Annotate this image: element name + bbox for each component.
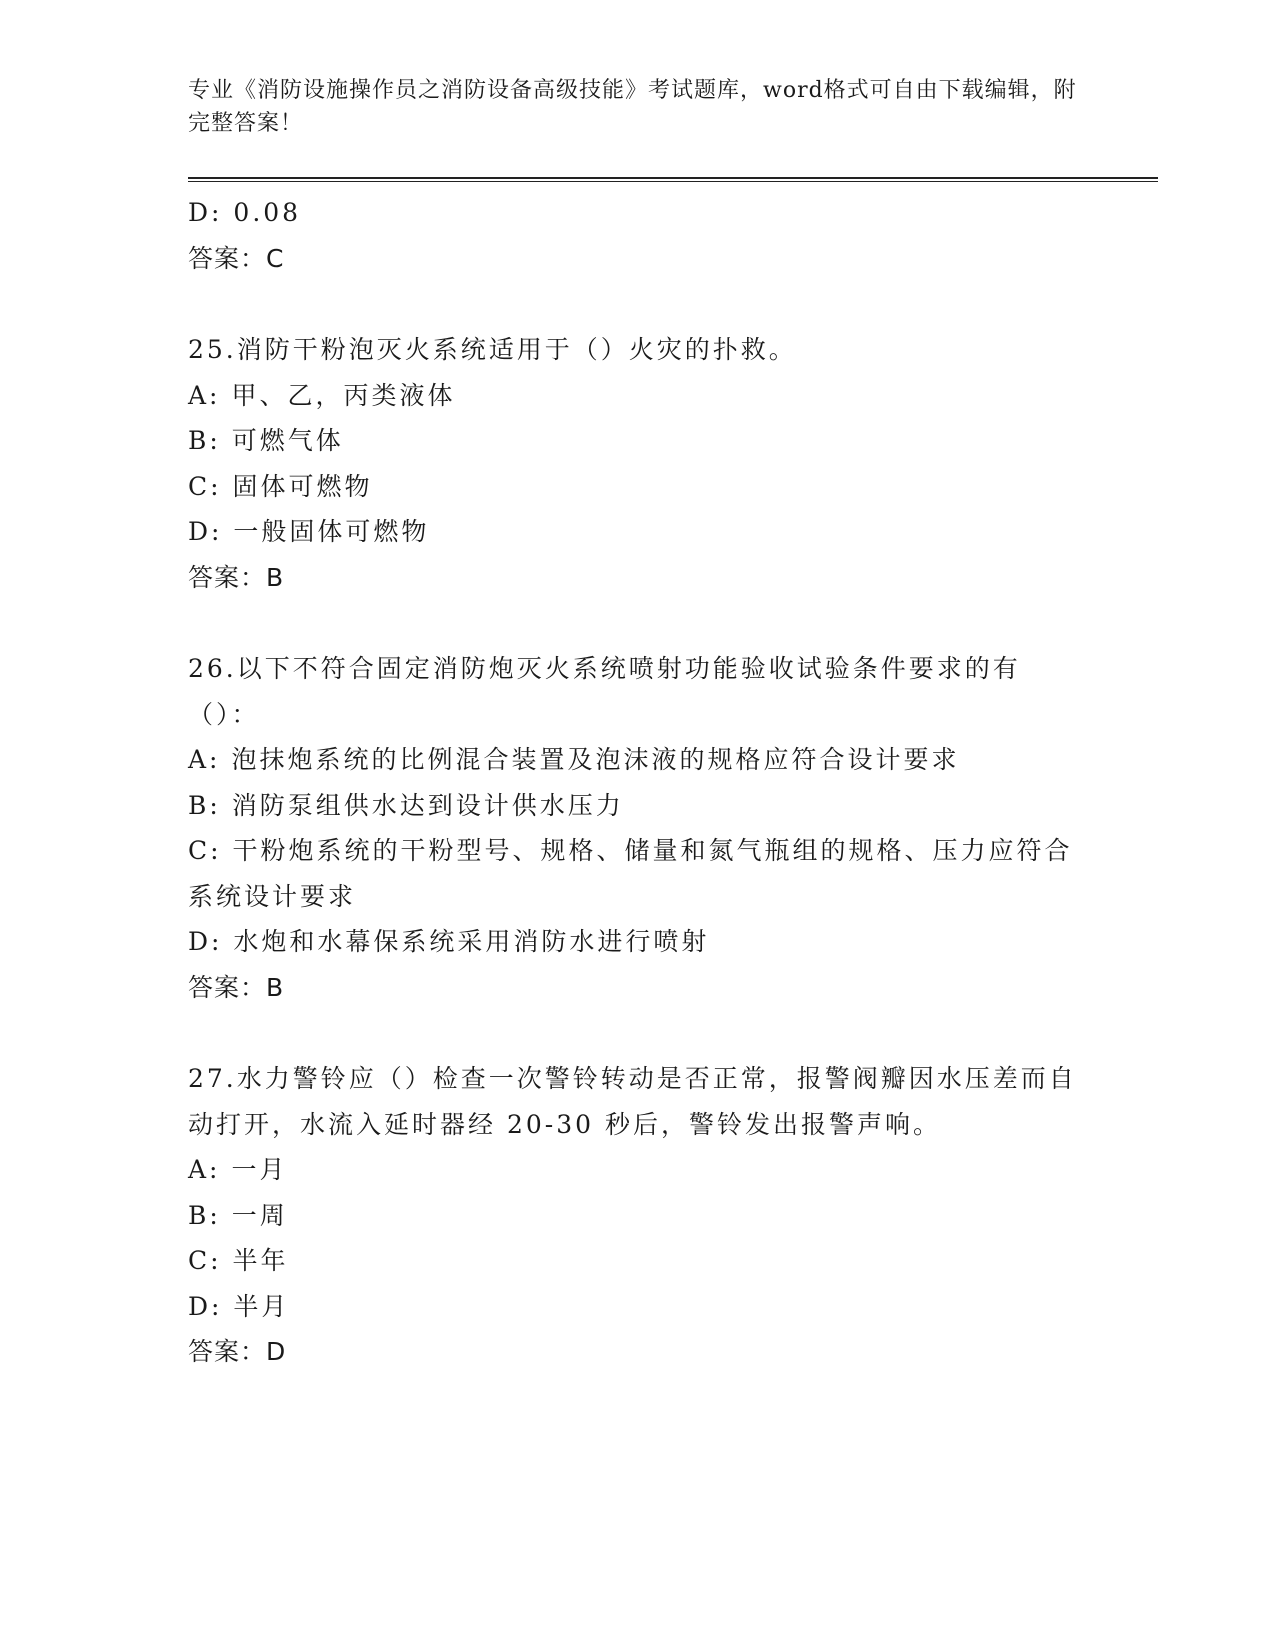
option-a: [188, 1147, 1088, 1193]
option-b: [188, 418, 1088, 464]
option-key: B:: [188, 1200, 232, 1230]
option-key: C:: [188, 1246, 233, 1275]
option-text: 泡抹炮系统的比例混合装置及泡沫液的规格应符合设计要求: [231, 745, 960, 774]
option-text: 干粉炮系统的干粉型号、规格、储量和氮气瓶组的规格、压力应符合系统设计要求: [188, 836, 1073, 911]
option-d: [188, 509, 1088, 555]
option-key: A:: [188, 1155, 232, 1184]
option-key: B:: [188, 426, 232, 455]
option-text: 一月: [231, 1155, 288, 1184]
answer-line: 答案：B: [188, 562, 285, 592]
option-c: [188, 1238, 1088, 1284]
option-key: A:: [188, 745, 232, 774]
document-body: [188, 190, 1088, 1375]
option-text: 一周: [231, 1200, 288, 1230]
option-d: [188, 919, 1088, 965]
option-text: 甲、乙，丙类液体: [231, 380, 456, 410]
option-text: 消防泵组供水达到设计供水压力: [231, 790, 624, 820]
answer-line: 答案：C: [188, 243, 285, 273]
question-text: 26.以下不符合固定消防炮灭火系统喷射功能验收试验条件要求的有（）：: [188, 654, 1021, 729]
option-a: [188, 737, 1088, 783]
question-27: [188, 1056, 1088, 1375]
document-header: [188, 74, 1088, 140]
question-25: [188, 327, 1088, 600]
option-key: A:: [188, 380, 232, 410]
option-b: [188, 783, 1088, 829]
option-d: [188, 1284, 1088, 1330]
header-divider: [188, 177, 1158, 182]
answer-line: 答案：D: [188, 1337, 287, 1366]
header-text: 专业《消防设施操作员之消防设备高级技能》考试题库，word格式可自由下载编辑，附完整答案！: [188, 78, 1077, 136]
option-a: [188, 373, 1088, 419]
question-26: [188, 646, 1088, 1010]
option-key: C:: [188, 836, 233, 865]
question-text: 25.消防干粉泡灭火系统适用于（）火灾的扑救。: [188, 335, 797, 364]
question-text: 27.水力警铃应（）检查一次警铃转动是否正常，报警阀瓣因水压差而自动打开，水流入延时器经 20-30 秒后，警铃发出报警声响。: [188, 1064, 1077, 1139]
option-text: 可燃气体: [231, 426, 344, 455]
option-key: D:: [188, 927, 234, 956]
option-c: [188, 464, 1088, 510]
option-key: D:: [188, 517, 234, 546]
answer-line: 答案：B: [188, 972, 285, 1002]
option-c: [188, 828, 1088, 919]
option-text: 水炮和水幕保系统采用消防水进行喷射: [233, 927, 710, 956]
option-key: D:: [188, 1291, 234, 1321]
option-d: D: 0.08: [188, 198, 302, 227]
option-text: 半月: [233, 1291, 290, 1321]
option-text: 半年: [232, 1246, 289, 1275]
previous-question-tail: [188, 190, 1088, 281]
option-text: 固体可燃物: [232, 471, 373, 501]
option-text: 一般固体可燃物: [233, 517, 430, 546]
option-b: [188, 1193, 1088, 1239]
option-key: B:: [188, 790, 232, 820]
option-key: C:: [188, 471, 233, 501]
